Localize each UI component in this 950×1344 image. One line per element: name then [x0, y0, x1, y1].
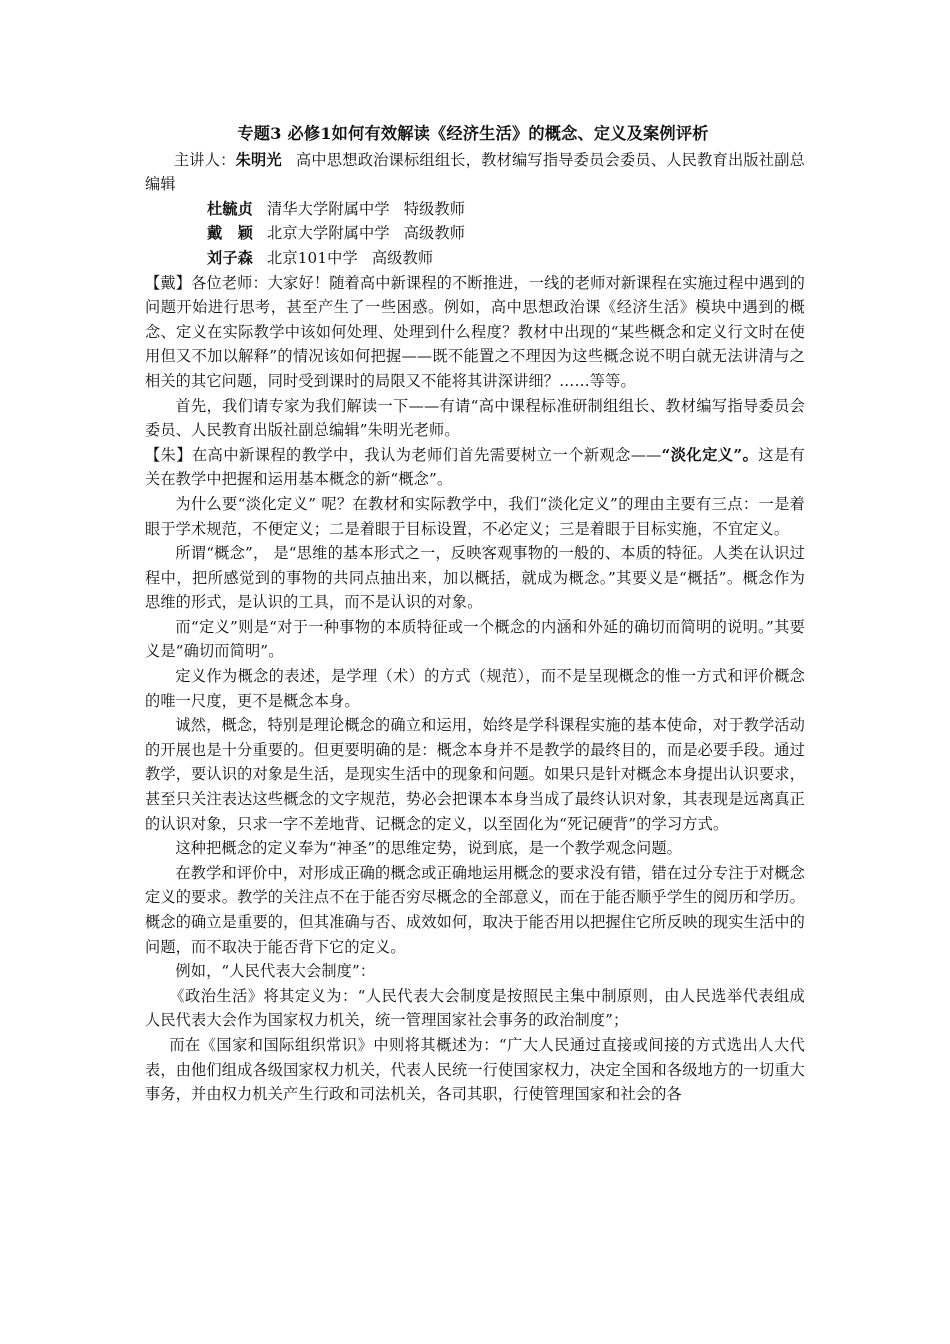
- paragraph: 《政治生活》将其定义为：“人民代表大会制度是按照民主集中制原则，由人民选举代表组成人民代表大会作为国家权力机关，统一管理国家社会事务的政治制度”；: [145, 986, 805, 1030]
- presenter-name: 朱明光: [235, 150, 282, 169]
- paragraph: 为什么要“淡化定义” 呢？在教材和实际教学中，我们“淡化定义”的理由主要有三点：一是着眼于学术规范，不便定义；二是着眼于目标设置，不必定义；三是着眼于目标实施，不宜定义。: [145, 494, 805, 538]
- paragraph: 所谓“概念”， 是“思维的基本形式之一，反映客观事物的一般的、本质的特征。人类在认识过程中，把所感觉到的事物的共同点抽出来，加以概括，就成为概念。”其要义是“概括”。概念作为思维的形式，是认识的工具，而不是认识的对象。: [145, 544, 805, 612]
- guest-name: 刘子森: [207, 248, 254, 267]
- paragraph: 首先，我们请专家为我们解读一下——有请“高中课程标准研制组组长、教材编写指导委员会委员、人民教育出版社副总编辑”朱明光老师。: [145, 396, 805, 440]
- paragraph: 而在《国家和国际组织常识》中则将其概述为：“广大人民通过直接或间接的方式选出人大代表，由他们组成各级国家权力机关，代表人民统一行使国家权力，决定全国和各级地方的一切重大事务，并由权力机关产生行政和司法机关，各司其职，行使管理国家和社会的各: [145, 1035, 805, 1104]
- document-title: 专题3 必修1如何有效解读《经济生活》的概念、定义及案例评析: [237, 124, 709, 143]
- presenter-label: 主讲人：: [173, 150, 236, 169]
- paragraph-text: 各位老师：大家好！随着高中新课程的不断推进，一线的老师对新课程在实施过程中遇到的问题开始进行思考，甚至产生了一些困惑。例如，高中思想政治课《经济生活》模块中遇到的概念、定义在实际教学中该如何处理、处理到什么程度？教材中出现的“某些概念和定义行文时在使用但又不加以解释”的情况该如何把握——既不能置之不理因为这些概念说不明白就无法讲清与之相关的其它问题，同时受到课时的局限又不能将其讲深讲细？……等等。: [145, 273, 806, 390]
- paragraph-text: 在高中新课程的教学中，我认为老师们首先需要树立一个新观念——: [192, 445, 662, 464]
- paragraph: [145, 443, 805, 492]
- guest-name: 戴 颖: [207, 224, 254, 243]
- guest-title: 高级教师: [403, 224, 466, 243]
- guest-line: [145, 221, 805, 246]
- paragraph-text: 这是有关在教学中把握和运用基本概念的新“概念”。: [145, 445, 806, 489]
- paragraph: [145, 271, 805, 394]
- speaker-tag: 【戴】: [145, 273, 192, 292]
- emphasis-text: “淡化定义”。: [661, 445, 759, 464]
- paragraph: 这种把概念的定义奉为“神圣”的思维定势，说到底，是一个教学观念问题。: [175, 839, 683, 858]
- document-page: [145, 122, 805, 1107]
- paragraph: 而“定义”则是“对于一种事物的本质特征或一个概念的内涵和外延的确切而简明的说明。”其要义是“确切而简明”。: [145, 617, 805, 661]
- guest-org: 北京大学附属中学: [267, 224, 390, 243]
- guest-org: 清华大学附属中学: [267, 199, 390, 218]
- guest-line: [145, 246, 805, 271]
- paragraph: 在教学和评价中，对形成正确的概念或正确地运用概念的要求没有错，错在过分专注于对概念定义的要求。教学的关注点不在于能否穷尽概念的全部意义，而在于能否顺乎学生的阅历和学历。概念的确立是重要的，但其准确与否、成效如何，取决于能否用以把握住它所反映的现实生活中的问题，而不取决于能否背下它的定义。: [145, 863, 805, 956]
- guest-name: 杜毓贞: [207, 199, 254, 218]
- paragraph: 诚然，概念，特别是理论概念的确立和运用，始终是学科课程实施的基本使命，对于教学活动的开展也是十分重要的。但更要明确的是：概念本身并不是教学的最终目的，而是必要手段。通过教学，要认识的对象是生活，是现实生活中的现象和问题。如果只是针对概念本身提出认识要求，甚至只关注表达这些概念的文字规范，势必会把课本本身当成了最终认识对象，其表现是远离真正的认识对象，只求一字不差地背、记概念的定义，以至固化为“死记硬背”的学习方式。: [145, 716, 805, 833]
- presenter-desc: 高中思想政治课标组组长，教材编写指导委员会委员、人民教育出版社副总编辑: [145, 150, 806, 194]
- paragraph: 定义作为概念的表述，是学理（术）的方式（规范），而不是呈现概念的惟一方式和评价概念的唯一尺度，更不是概念本身。: [145, 667, 805, 710]
- guest-title: 特级教师: [403, 199, 466, 218]
- guest-org: 北京101中学: [267, 248, 358, 267]
- paragraph: 例如，“人民代表大会制度”：: [175, 962, 376, 981]
- speaker-tag: 【朱】: [145, 445, 193, 464]
- guest-title: 高级教师: [371, 248, 434, 267]
- presenter-line: [145, 148, 805, 197]
- guest-line: [145, 197, 805, 222]
